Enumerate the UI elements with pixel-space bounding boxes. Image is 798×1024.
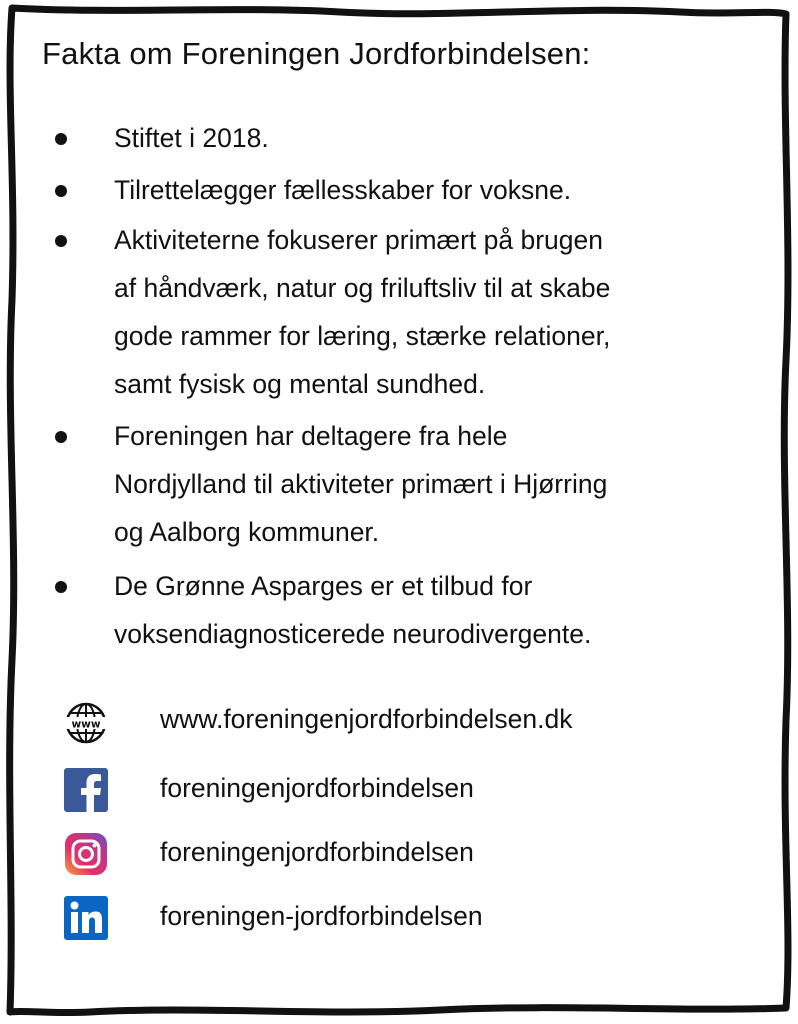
- text-line: og Aalborg kommuner.: [114, 517, 380, 547]
- text-line: samt fysisk og mental sundhed.: [114, 369, 486, 399]
- text-line: af håndværk, natur og friluftsliv til at skabe: [114, 273, 611, 303]
- linkedin-icon: [64, 896, 108, 940]
- text-line: Nordjylland til aktiviteter primært i Hjørring: [114, 469, 608, 499]
- text-line: voksendiagnosticerede neurodivergente.: [114, 619, 592, 649]
- website-link[interactable]: [0, 699, 798, 749]
- linkedin-handle[interactable]: foreningen-jordforbindelsen: [160, 901, 483, 931]
- instagram-link[interactable]: [0, 830, 798, 880]
- text-line: Stiftet i 2018.: [114, 123, 269, 153]
- facebook-icon: [64, 768, 108, 812]
- text-line: Foreningen har deltagere fra hele: [114, 421, 508, 451]
- list-item-text: [114, 114, 754, 162]
- page-title: Fakta om Foreningen Jordforbindelsen:: [42, 36, 591, 71]
- text-line: De Grønne Asparges er et tilbud for: [114, 571, 533, 601]
- bullet-dot: [55, 235, 67, 247]
- bullet-dot: [55, 185, 67, 197]
- list-item-text: [114, 412, 754, 556]
- bullet-dot: [55, 581, 67, 593]
- text-line: Tilrettelægger fællesskaber for voksne.: [114, 175, 572, 205]
- svg-text:www: www: [71, 718, 101, 731]
- website-url[interactable]: www.foreningenjordforbindelsen.dk: [160, 704, 573, 734]
- list-item-text: [114, 562, 754, 658]
- bullet-dot: [55, 431, 67, 443]
- facebook-handle[interactable]: foreningenjordforbindelsen: [160, 773, 474, 803]
- text-line: gode rammer for læring, stærke relationer,: [114, 321, 611, 351]
- bullet-dot: [55, 133, 67, 145]
- instagram-icon: [64, 832, 108, 876]
- facebook-link[interactable]: [0, 766, 798, 816]
- instagram-handle[interactable]: foreningenjordforbindelsen: [160, 837, 474, 867]
- globe-www-icon: [64, 701, 108, 745]
- linkedin-link[interactable]: [0, 894, 798, 944]
- list-item-text: [114, 216, 754, 408]
- list-item-text: [114, 166, 754, 214]
- text-line: Aktiviteterne fokuserer primært på brugen: [114, 225, 603, 255]
